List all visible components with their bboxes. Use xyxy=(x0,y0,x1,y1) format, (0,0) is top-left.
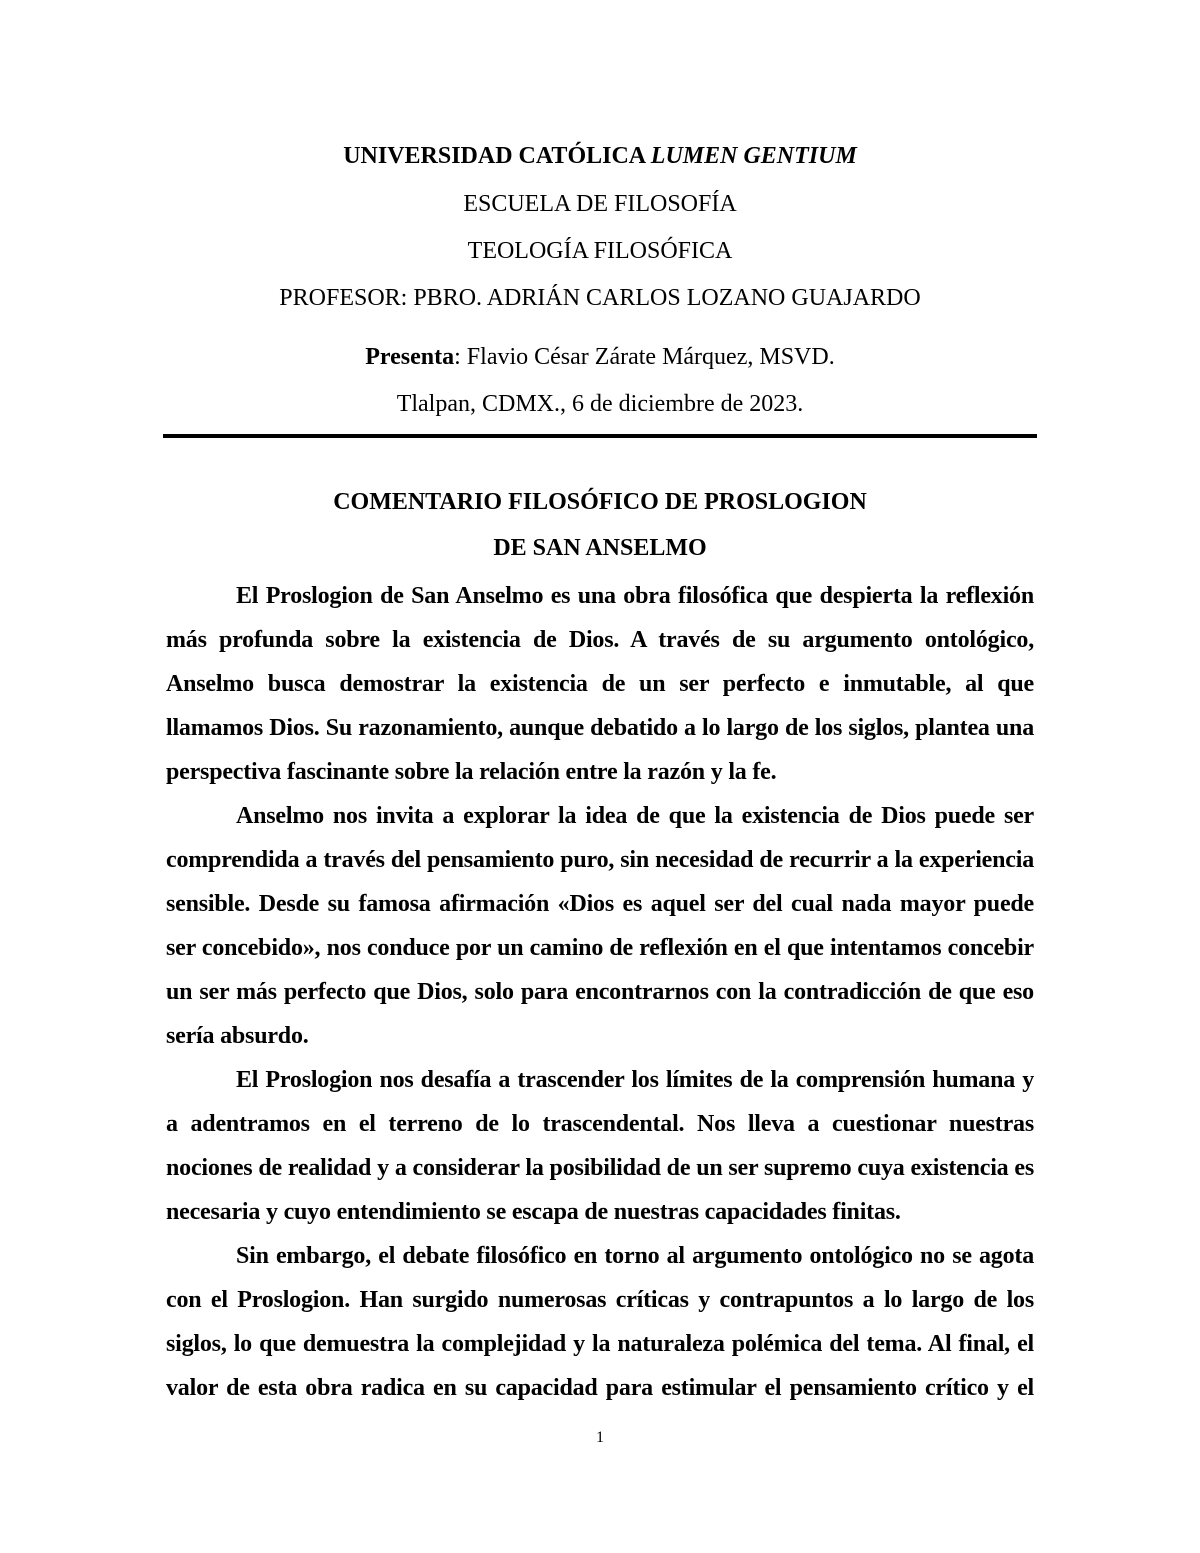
paragraph-3: El Proslogion nos desafía a trascender los límites de la comprensión humana y a adentramos en el terreno de lo trascendental. Nos lleva a cuestionar nuestras nociones de realidad y a considerar la posibilidad de un ser supremo cuya existencia es necesaria y cuyo entendimiento se escapa de nuestras capacidades finitas. xyxy=(166,1067,1034,1225)
course-line: TEOLOGÍA FILOSÓFICA xyxy=(467,238,733,264)
university-line xyxy=(0,141,1200,171)
paragraph-2: Anselmo nos invita a explorar la idea de que la existencia de Dios puede ser comprendida a través del pensamiento puro, sin necesidad de recurrir a la experiencia sensible. Desde su famosa afirmación «Dios es aquel ser del cual nada mayor puede ser concebido», nos conduce por un camino de reflexión en el que intentamos concebir un ser más perfecto que Dios, solo para encontrarnos con la contradicción de que eso sería absurdo. xyxy=(166,803,1034,1049)
document-body xyxy=(166,574,1034,1410)
paragraph-1: El Proslogion de San Anselmo es una obra filosófica que despierta la reflexión más profunda sobre la existencia de Dios. A través de su argumento ontológico, Anselmo busca demostrar la existencia de un ser perfecto e inmutable, al que llamamos Dios. Su razonamiento, aunque debatido a lo largo de los siglos, plantea una perspectiva fascinante sobre la relación entre la razón y la fe. xyxy=(166,583,1034,785)
presenter-name: : Flavio César Zárate Márquez, MSVD. xyxy=(454,344,835,370)
professor-line: PROFESOR: PBRO. ADRIÁN CARLOS LOZANO GUAJARDO xyxy=(279,285,921,311)
presenter-label: Presenta xyxy=(365,344,455,370)
university-motto: LUMEN GENTIUM xyxy=(650,143,857,169)
page-number: 1 xyxy=(596,1429,604,1446)
place-date-line: Tlalpan, CDMX., 6 de diciembre de 2023. xyxy=(396,391,804,417)
presenter-line xyxy=(0,342,1200,372)
school-line: ESCUELA DE FILOSOFÍA xyxy=(463,191,737,217)
document-title-line1: COMENTARIO FILOSÓFICO DE PROSLOGION xyxy=(333,489,867,515)
university-name: UNIVERSIDAD CATÓLICA xyxy=(343,143,651,169)
header-divider xyxy=(163,434,1037,438)
document-title-line2: DE SAN ANSELMO xyxy=(493,535,707,561)
paragraph-4: Sin embargo, el debate filosófico en torno al argumento ontológico no se agota con el Proslogion. Han surgido numerosas críticas y contrapuntos a lo largo de los siglos, lo que demuestra la complejidad y la naturaleza polémica del tema. Al final, el valor de esta obra radica en su capacidad para estimular el pensamiento crítico y el xyxy=(166,1243,1034,1401)
